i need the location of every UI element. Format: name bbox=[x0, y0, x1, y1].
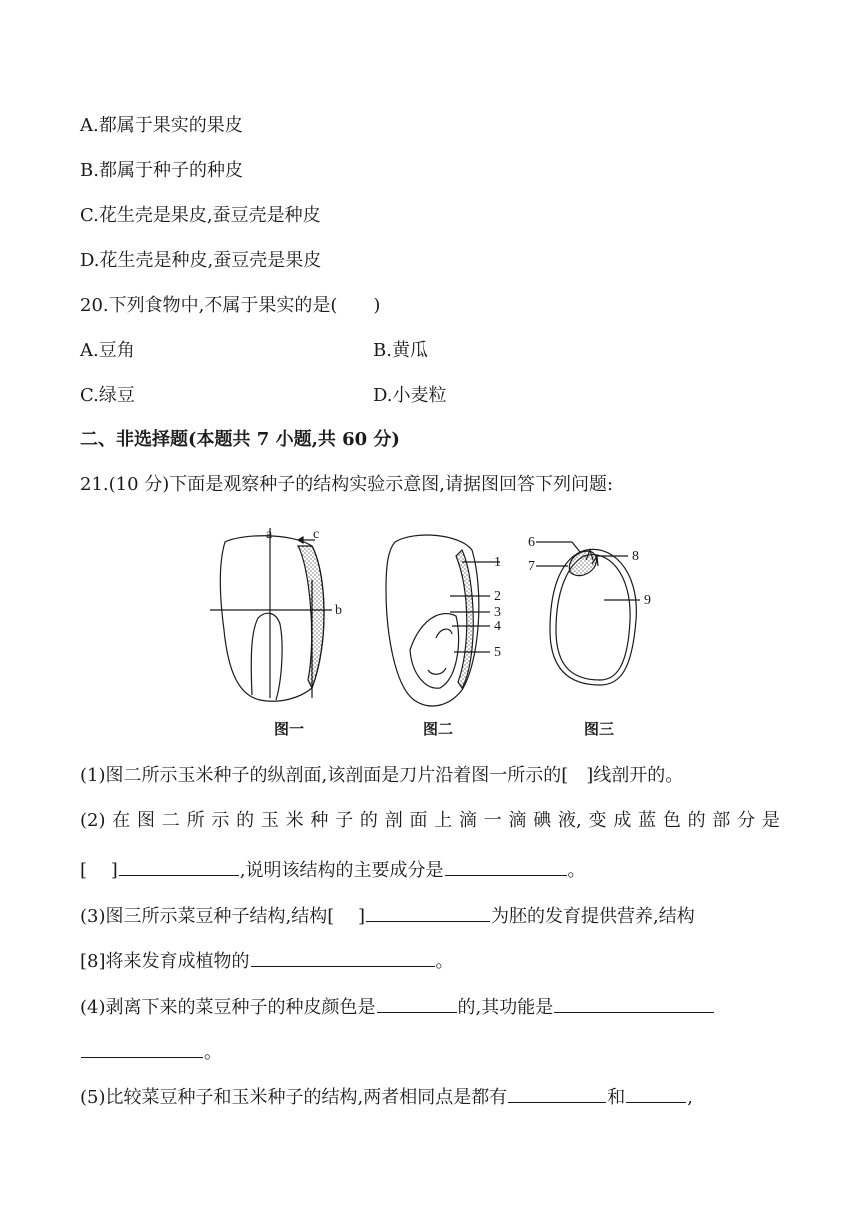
question-21-stem: 21.(10 分)下面是观察种子的结构实验示意图,请据图回答下列问题: bbox=[80, 474, 614, 495]
option-b: B.都属于种子的种皮 bbox=[80, 160, 243, 181]
p2-char: 色 bbox=[662, 810, 681, 831]
p2-end: 。 bbox=[567, 860, 586, 881]
p5-text: (5)比较菜豆种子和玉米种子的结构,两者相同点是都有 bbox=[80, 1087, 508, 1108]
p2-char: 是 bbox=[761, 810, 780, 831]
sub-question-2-line1 bbox=[80, 809, 780, 833]
question-20-stem: 20.下列食物中,不属于果实的是( ) bbox=[80, 295, 381, 316]
p3-text: (3)图三所示菜豆种子结构,结构[ ] bbox=[80, 906, 365, 927]
seed-structure-figure bbox=[200, 520, 670, 750]
figure-two-corn-section bbox=[386, 535, 500, 706]
p2-char: 的 bbox=[359, 810, 378, 831]
sub-question-4-line1 bbox=[80, 994, 715, 1020]
p4-end: 。 bbox=[204, 1042, 222, 1063]
answer-blank[interactable] bbox=[377, 994, 457, 1013]
sub-question-5 bbox=[80, 1084, 693, 1110]
fig3-label-7: 7 bbox=[528, 559, 535, 574]
answer-blank[interactable] bbox=[554, 994, 714, 1013]
answer-blank[interactable] bbox=[445, 857, 567, 876]
fig2-label-1: 1 bbox=[494, 555, 501, 570]
q20-option-b: B.黄瓜 bbox=[373, 340, 428, 361]
p2-char: 成 bbox=[613, 810, 632, 831]
section-heading: 二、非选择题(本题共 7 小题,共 60 分) bbox=[80, 429, 400, 450]
p2-char: 滴 bbox=[458, 810, 477, 831]
option-a: A.都属于果实的果皮 bbox=[80, 115, 243, 136]
option-d: D.花生壳是种皮,蚕豆壳是果皮 bbox=[80, 250, 322, 271]
p2-char: 玉 bbox=[260, 810, 279, 831]
answer-bracket[interactable]: [ ] bbox=[80, 860, 118, 881]
sub-question-4-line2 bbox=[80, 1039, 222, 1065]
p4-text: 的,其功能是 bbox=[457, 997, 554, 1018]
p2-char: (2) bbox=[80, 810, 106, 831]
figure-caption-three: 图三 bbox=[584, 720, 615, 738]
p2-char: 在 bbox=[112, 810, 131, 831]
fig3-label-9: 9 bbox=[644, 593, 651, 608]
answer-blank[interactable] bbox=[119, 857, 239, 876]
p2-char: 剖 bbox=[384, 810, 403, 831]
p3-end: 。 bbox=[435, 951, 454, 972]
answer-blank[interactable] bbox=[251, 948, 435, 967]
p2-char: 示 bbox=[211, 810, 230, 831]
answer-blank[interactable] bbox=[366, 903, 490, 922]
fig2-label-4: 4 bbox=[494, 619, 501, 634]
fig2-label-2: 2 bbox=[494, 589, 501, 604]
option-c: C.花生壳是果皮,蚕豆壳是种皮 bbox=[80, 205, 321, 226]
fig3-label-8: 8 bbox=[632, 549, 639, 564]
p2-char: 米 bbox=[285, 810, 304, 831]
p2-char: 的 bbox=[236, 810, 255, 831]
figure-three-bean-seed bbox=[536, 542, 640, 685]
p2-char: 的 bbox=[687, 810, 706, 831]
question-20-options-row1 bbox=[80, 339, 428, 363]
question-20-options-row2 bbox=[80, 384, 447, 408]
p2-char: 部 bbox=[712, 810, 731, 831]
fig1-label-c: c bbox=[313, 527, 320, 542]
q20-option-a: A.豆角 bbox=[80, 340, 135, 361]
fig3-label-6: 6 bbox=[528, 535, 535, 550]
p2-char: 二 bbox=[161, 810, 180, 831]
figure-caption-two: 图二 bbox=[423, 720, 454, 738]
answer-blank[interactable] bbox=[81, 1039, 203, 1058]
fig1-label-a: a bbox=[266, 527, 273, 542]
p2-char: 种 bbox=[310, 810, 329, 831]
p3-text: 为胚的发育提供营养,结构 bbox=[490, 906, 695, 927]
answer-blank[interactable] bbox=[508, 1084, 606, 1103]
p2-text: ,说明该结构的主要成分是 bbox=[239, 860, 444, 881]
sub-question-2-line2 bbox=[80, 857, 586, 883]
p2-char: 滴 bbox=[508, 810, 527, 831]
figure-caption-one: 图一 bbox=[274, 720, 305, 738]
p3-text: [8]将来发育成植物的 bbox=[80, 951, 250, 972]
fig2-label-3: 3 bbox=[494, 605, 501, 620]
p2-char: 所 bbox=[186, 810, 205, 831]
sub-question-1: (1)图二所示玉米种子的纵剖面,该剖面是刀片沿着图一所示的[ ]线剖开的。 bbox=[80, 765, 684, 786]
q20-option-d: D.小麦粒 bbox=[373, 385, 447, 406]
p2-char: 变 bbox=[588, 810, 607, 831]
answer-blank[interactable] bbox=[626, 1084, 686, 1103]
p5-text: 和 bbox=[607, 1087, 626, 1108]
p2-char: 液, bbox=[558, 810, 582, 831]
p2-char: 分 bbox=[737, 810, 756, 831]
p2-char: 一 bbox=[483, 810, 502, 831]
sub-question-3-line2 bbox=[80, 948, 454, 974]
fig2-label-5: 5 bbox=[494, 645, 501, 660]
p2-char: 图 bbox=[137, 810, 156, 831]
sub-question-3-line1 bbox=[80, 903, 695, 929]
p2-char: 蓝 bbox=[638, 810, 657, 831]
p5-end: , bbox=[687, 1087, 693, 1108]
fig1-label-b: b bbox=[335, 603, 342, 618]
p2-char: 上 bbox=[434, 810, 453, 831]
p4-text: (4)剥离下来的菜豆种子的种皮颜色是 bbox=[80, 997, 376, 1018]
p2-char: 子 bbox=[335, 810, 354, 831]
q20-option-c: C.绿豆 bbox=[80, 385, 135, 406]
figure-one-corn-seed bbox=[210, 528, 332, 701]
p2-char: 碘 bbox=[533, 810, 552, 831]
p2-char: 面 bbox=[409, 810, 428, 831]
